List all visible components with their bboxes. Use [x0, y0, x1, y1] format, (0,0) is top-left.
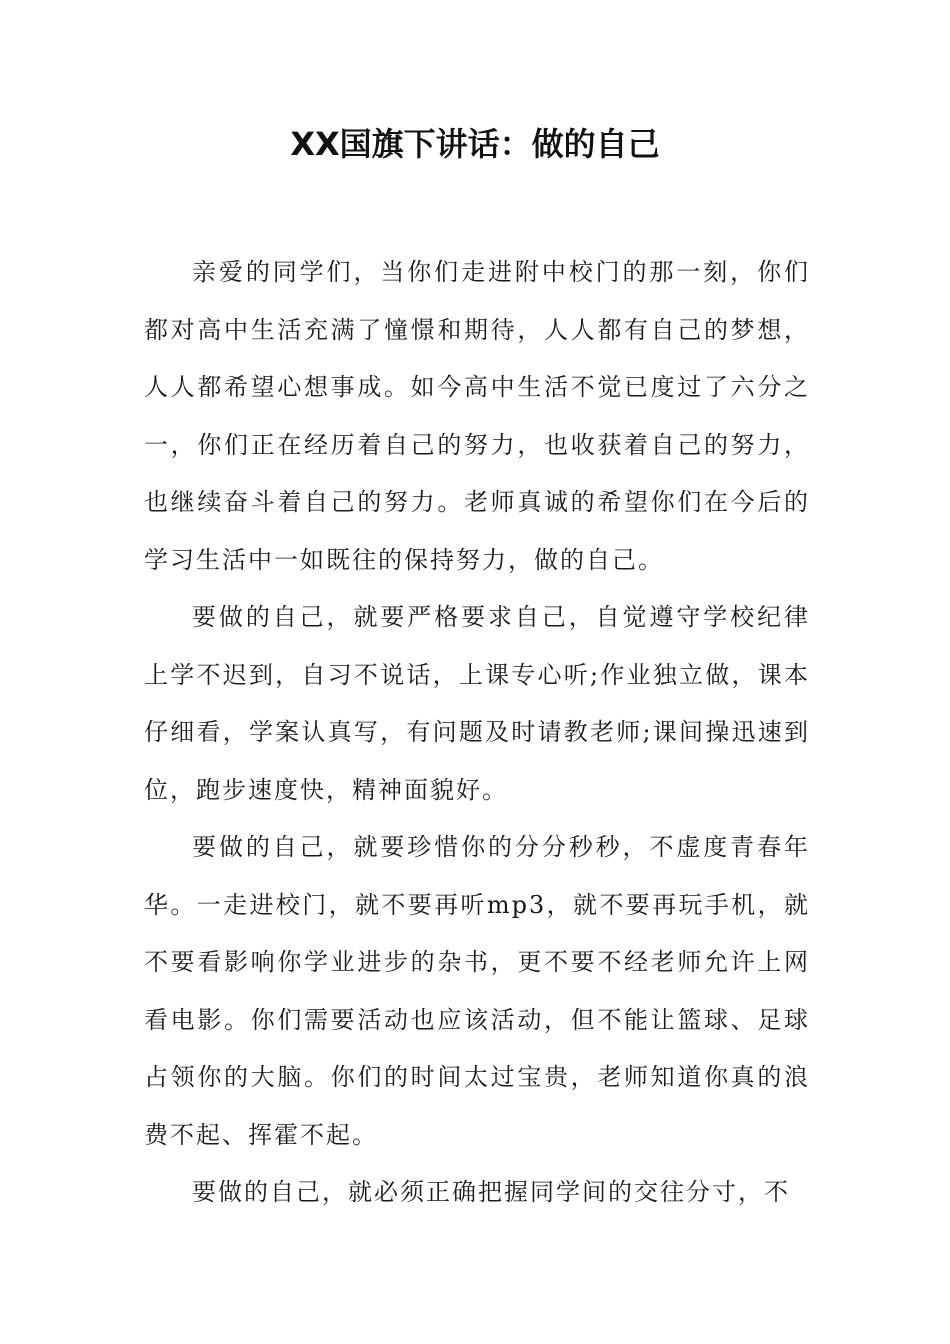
paragraph-3: 要做的自己，就要珍惜你的分分秒秒，不虚度青春年华。一走进校门，就不要再听mp3，就不要再玩手机，就不要看影响你学业进步的杂书，更不要不经老师允许上网看电影。你们需要活动也应该活动，但不能让篮球、足球占领你的大脑。你们的时间太过宝贵，老师知道你真的浪费不起、挥霍不起。: [144, 833, 810, 1149]
document-body: [144, 244, 810, 1222]
paragraph-4: 要做的自己，就必须正确把握同学间的交往分寸，不: [192, 1178, 790, 1206]
paragraph-1: 亲爱的同学们，当你们走进附中校门的那一刻，你们都对高中生活充满了憧憬和期待，人人都有自己的梦想，人人都希望心想事成。如今高中生活不觉已度过了六分之一，你们正在经历着自己的努力，也收获着自己的努力，也继续奋斗着自己的努力。老师真诚的希望你们在今后的学习生活中一如既往的保持努力，做的自己。: [144, 258, 810, 574]
document-title: XX国旗下讲话：做的自己: [290, 125, 660, 163]
paragraph-2: 要做的自己，就要严格要求自己，自觉遵守学校纪律上学不迟到，自习不说话，上课专心听;作业独立做，课本仔细看，学案认真写，有问题及时请教老师;课间操迅速到位，跑步速度快，精神面貌好。: [144, 603, 810, 804]
